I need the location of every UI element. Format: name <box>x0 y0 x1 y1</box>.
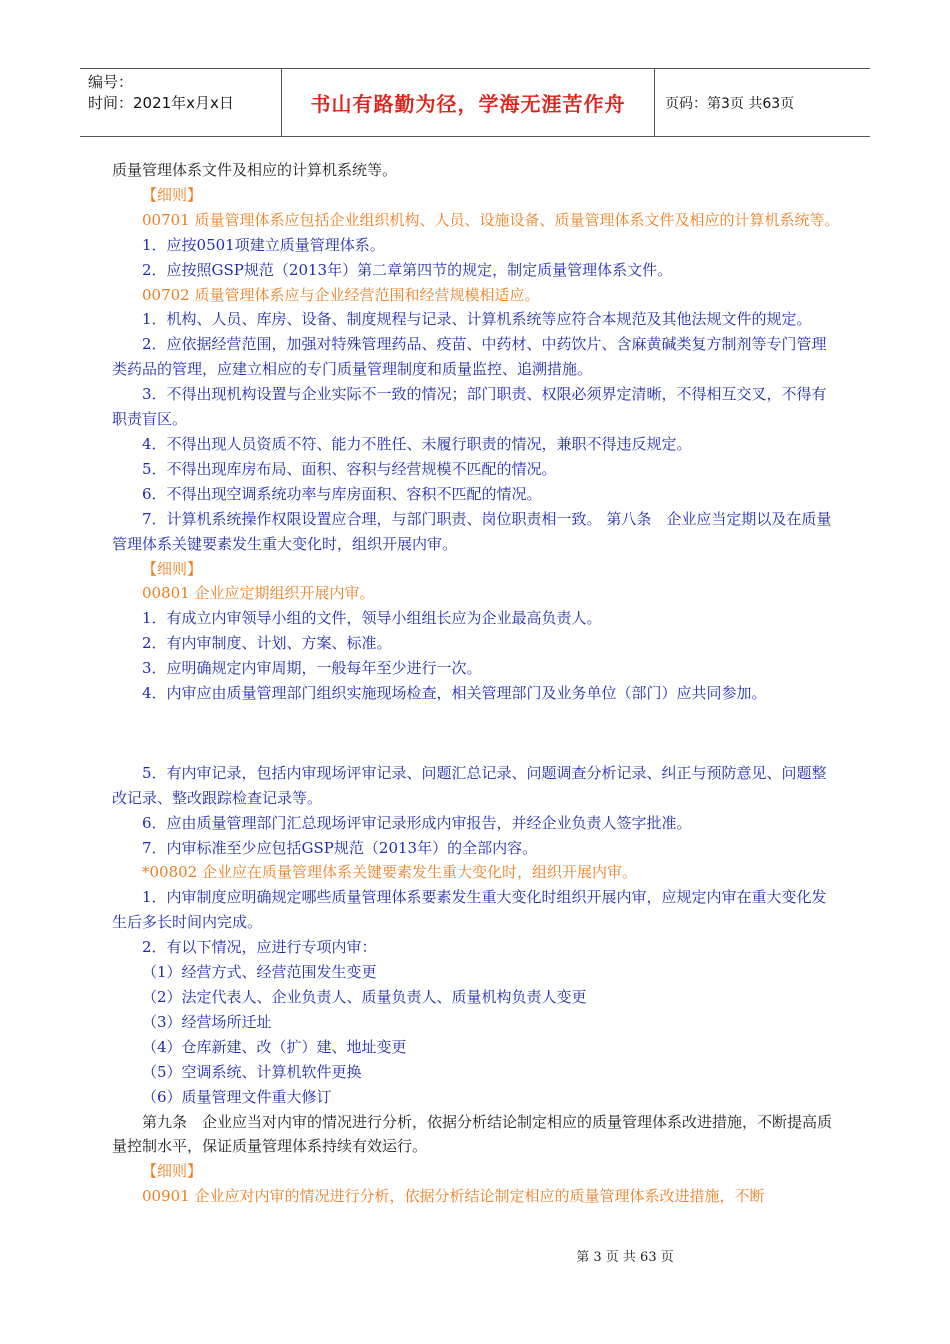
header-page-cell <box>655 69 870 136</box>
body-paragraph: 7．内审标准至少应包括GSP规范（2013年）的全部内容。 <box>142 838 538 857</box>
body-paragraph: 2．有内审制度、计划、方案、标准。 <box>142 634 392 653</box>
body-paragraph: 质量管理体系文件及相应的计算机系统等。 <box>112 161 398 179</box>
rule-paragraph: *00802 企业应在质量管理体系关键要素发生重大变化时，组织开展内审。 <box>142 863 637 882</box>
body-paragraph: （6）质量管理文件重大修订 <box>142 1087 332 1106</box>
body-paragraph: （1）经营方式、经营范围发生变更 <box>142 963 377 982</box>
page-footer <box>0 1246 950 1265</box>
rule-paragraph: 【细则】 <box>142 559 203 578</box>
body-paragraph: 7．计算机系统操作权限设置应合理，与部门职责、岗位职责相一致。 第八条 企业应当定期以及在质量管理体系关键要素发生重大变化时，组织开展内审。 <box>112 509 832 553</box>
body-paragraph: （5）空调系统、计算机软件更换 <box>142 1062 362 1081</box>
document-time-label: 时间：2021年x月x日 <box>88 94 234 112</box>
body-paragraph: 5．有内审记录，包括内审现场评审记录、问题汇总记录、问题调查分析记录、纠正与预防意见、问题整改记录、整改跟踪检查记录等。 <box>112 763 827 807</box>
footer-page-number: 第 3 页 共 63 页 <box>576 1250 674 1265</box>
body-paragraph: （3）经营场所迁址 <box>142 1012 272 1031</box>
body-paragraph: （2）法定代表人、企业负责人、质量负责人、质量机构负责人变更 <box>142 987 587 1006</box>
rule-paragraph: 00702 质量管理体系应与企业经营范围和经营规模相适应。 <box>142 285 540 304</box>
rule-paragraph: 00801 企业应定期组织开展内审。 <box>142 584 375 603</box>
body-paragraph: 第九条 企业应当对内审的情况进行分析，依据分析结论制定相应的质量管理体系改进措施，不断提高质量控制水平，保证质量管理体系持续有效运行。 <box>112 1112 833 1156</box>
body-paragraph: 3．不得出现机构设置与企业实际不一致的情况；部门职责、权限必须界定清晰，不得相互交叉，不得有职责盲区。 <box>112 385 827 429</box>
body-paragraph: 2．有以下情况，应进行专项内审： <box>142 938 377 957</box>
rule-paragraph: 【细则】 <box>142 1162 203 1181</box>
body-paragraph: （4）仓库新建、改（扩）建、地址变更 <box>142 1037 407 1056</box>
body-paragraph: 5．不得出现库房布局、面积、容积与经营规模不匹配的情况。 <box>142 459 557 478</box>
body-paragraph: 4．内审应由质量管理部门组织实施现场检查，相关管理部门及业务单位（部门）应共同参加。 <box>142 684 767 703</box>
header-motto: 书山有路勤为径，学海无涯苦作舟 <box>310 92 626 116</box>
rule-paragraph: 00901 企业应对内审的情况进行分析，依据分析结论制定相应的质量管理体系改进措施，不断 <box>142 1187 765 1206</box>
body-paragraph: 4．不得出现人员资质不符、能力不胜任、未履行职责的情况，兼职不得违反规定。 <box>142 434 692 453</box>
body-paragraph: 3．应明确规定内审周期，一般每年至少进行一次。 <box>142 659 482 678</box>
header-page-info: 页码：第3页 共63页 <box>665 95 795 112</box>
body-paragraph: 1．应按0501项建立质量管理体系。 <box>142 235 385 254</box>
rule-paragraph: 【细则】 <box>142 185 203 204</box>
body-paragraph: 6．不得出现空调系统功率与库房面积、容积不匹配的情况。 <box>142 484 542 503</box>
document-body <box>112 158 840 1209</box>
header-motto-cell <box>282 69 655 136</box>
body-paragraph: 2．应按照GSP规范（2013年）第二章第四节的规定，制定质量管理体系文件。 <box>142 260 673 279</box>
document-number-label: 编号： <box>88 73 134 91</box>
body-paragraph: 2．应依据经营范围，加强对特殊管理药品、疫苗、中药材、中药饮片、含麻黄碱类复方制剂等专门管理类药品的管理，应建立相应的专门质量管理制度和质量监控、追溯措施。 <box>112 335 827 379</box>
page-header <box>80 68 870 137</box>
header-meta-cell <box>80 69 282 136</box>
body-paragraph: 6．应由质量管理部门汇总现场评审记录形成内审报告，并经企业负责人签字批准。 <box>142 813 692 832</box>
body-paragraph: 1．有成立内审领导小组的文件，领导小组组长应为企业最高负责人。 <box>142 609 602 628</box>
blank-line <box>112 721 840 746</box>
body-paragraph: 1．机构、人员、库房、设备、制度规程与记录、计算机系统等应符合本规范及其他法规文件的规定。 <box>142 310 812 329</box>
body-paragraph: 1．内审制度应明确规定哪些质量管理体系要素发生重大变化时组织开展内审，应规定内审在重大变化发生后多长时间内完成。 <box>112 888 827 932</box>
rule-paragraph: 00701 质量管理体系应包括企业组织机构、人员、设施设备、质量管理体系文件及相应的计算机系统等。 <box>142 210 840 229</box>
